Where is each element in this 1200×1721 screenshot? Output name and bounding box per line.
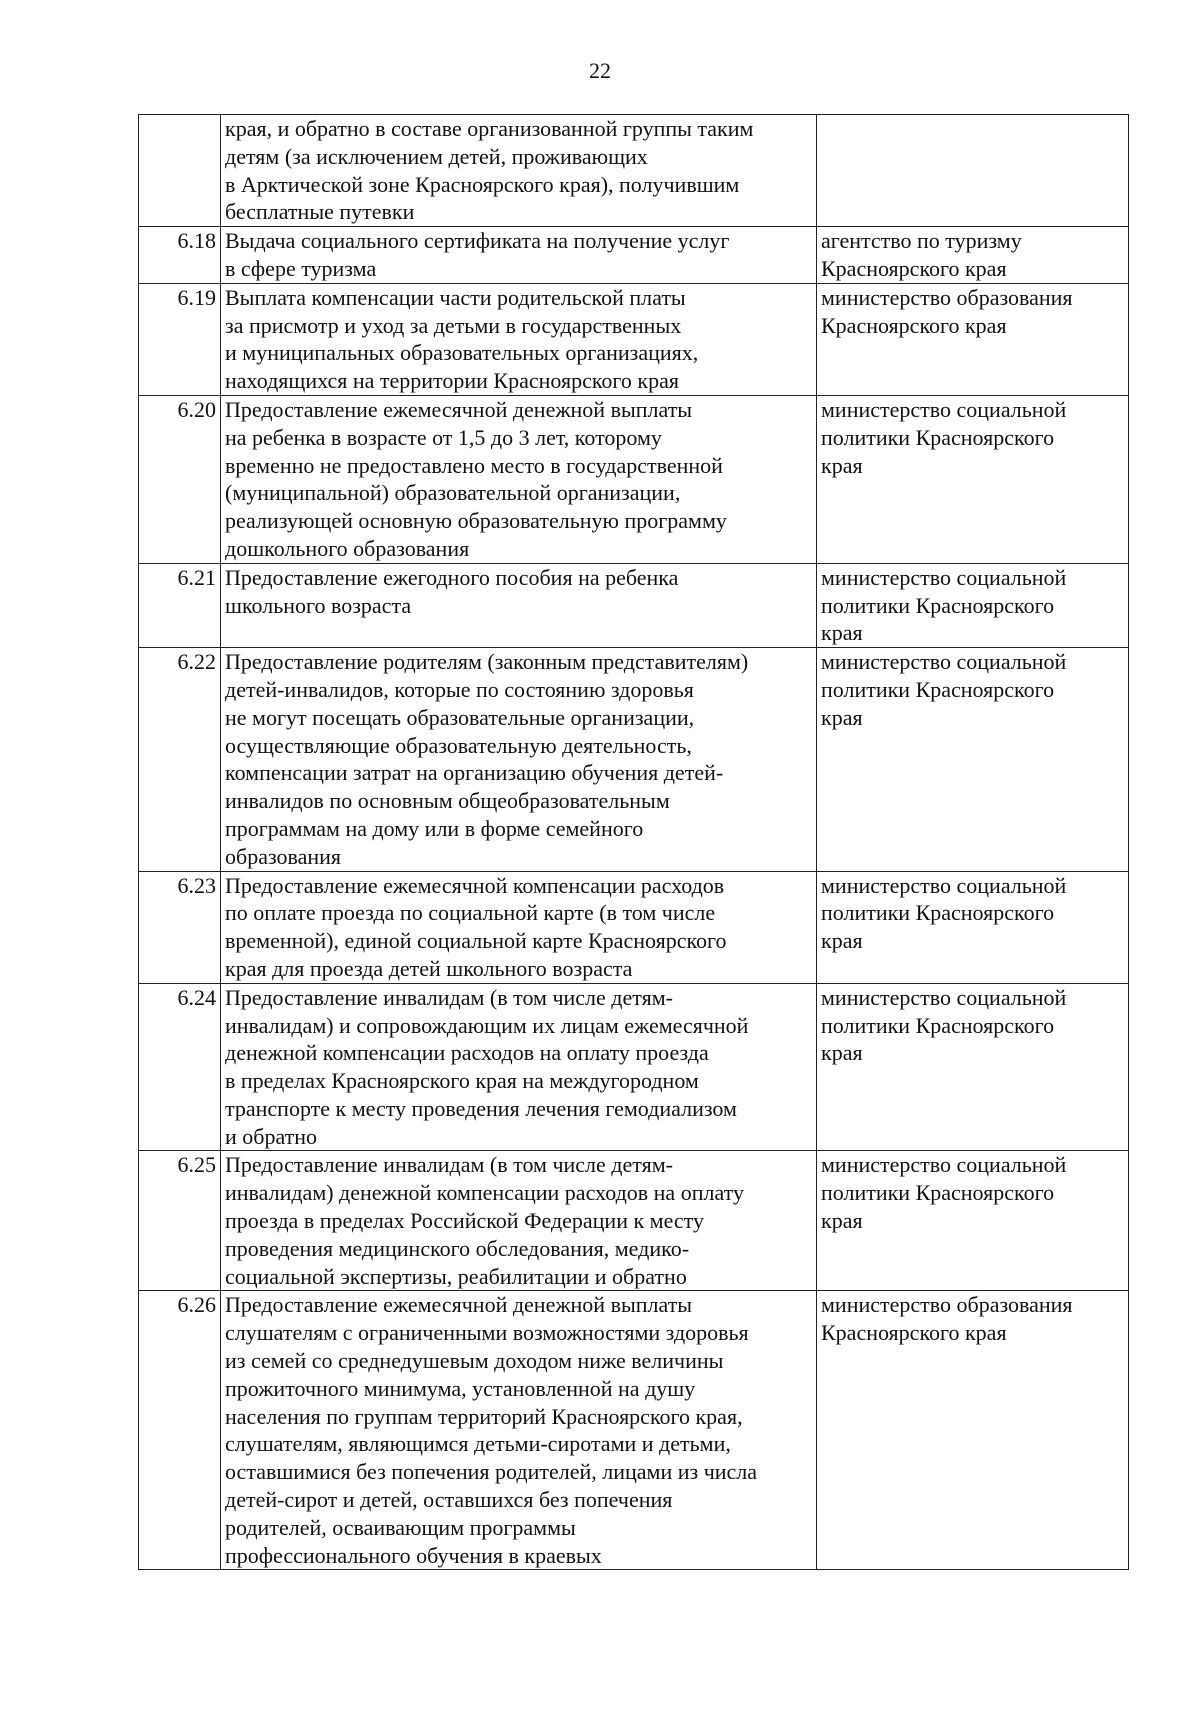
row-number: 6.21 [139, 563, 221, 647]
table-row [139, 648, 1129, 871]
table-row [139, 871, 1129, 983]
service-description: Предоставление инвалидам (в том числе детям- инвалидам) и сопровождающим их лицам ежемесячной денежной компенсации расходов на оплату проезда в пределах Красноярского края на междугородном транспорте к месту проведения лечения гемодиализом и обратно [221, 983, 817, 1151]
responsible-agency: министерство социальной политики Красноярского края [817, 648, 1129, 871]
table-row [139, 283, 1129, 395]
responsible-agency [817, 115, 1129, 227]
service-description: края, и обратно в составе организованной группы таким детям (за исключением детей, проживающих в Арктической зоне Красноярского края), получившим бесплатные путевки [221, 115, 817, 227]
row-number: 6.20 [139, 395, 221, 563]
service-description: Выплата компенсации части родительской платы за присмотр и уход за детьми в государственных и муниципальных образовательных организациях, находящихся на территории Красноярского края [221, 283, 817, 395]
service-description: Выдача социального сертификата на получение услуг в сфере туризма [221, 227, 817, 284]
responsible-agency: министерство социальной политики Красноярского края [817, 1151, 1129, 1291]
service-description: Предоставление ежемесячной денежной выплаты слушателям с ограниченными возможностями здоровья из семей со среднедушевым доходом ниже величины прожиточного минимума, установленной на душу населения по группам территорий Красноярского края, слушателям, являющимся детьми-сиротами и детьми, оставшимися без попечения родителей, лицами из числа детей-сирот и детей, оставшихся без попечения родителей, осваивающим программы профессионального обучения в краевых [221, 1291, 817, 1570]
service-description: Предоставление инвалидам (в том числе детям- инвалидам) денежной компенсации расходов на оплату проезда в пределах Российской Федерации к месту проведения медицинского обследования, медико- социальной экспертизы, реабилитации и обратно [221, 1151, 817, 1291]
service-description: Предоставление ежегодного пособия на ребенка школьного возраста [221, 563, 817, 647]
responsible-agency: министерство социальной политики Красноярского края [817, 871, 1129, 983]
row-number: 6.26 [139, 1291, 221, 1570]
row-number: 6.24 [139, 983, 221, 1151]
row-number: 6.18 [139, 227, 221, 284]
responsible-agency: министерство социальной политики Красноярского края [817, 983, 1129, 1151]
service-description: Предоставление родителям (законным представителям) детей-инвалидов, которые по состоянию здоровья не могут посещать образовательные организации, осуществляющие образовательную деятельность, компенсации затрат на организацию обучения детей- инвалидов по основным общеобразовательным программам на дому или в форме семейного образования [221, 648, 817, 871]
table-row [139, 395, 1129, 563]
table-row [139, 1151, 1129, 1291]
row-number: 6.22 [139, 648, 221, 871]
table-row [139, 115, 1129, 227]
table-row [139, 563, 1129, 647]
table-row [139, 983, 1129, 1151]
row-number: 6.19 [139, 283, 221, 395]
services-table [138, 114, 1129, 1570]
service-description: Предоставление ежемесячной компенсации расходов по оплате проезда по социальной карте (в том числе временной), единой социальной карте Красноярского края для проезда детей школьного возраста [221, 871, 817, 983]
table-row [139, 1291, 1129, 1570]
row-number: 6.23 [139, 871, 221, 983]
responsible-agency: министерство социальной политики Красноярского края [817, 395, 1129, 563]
page-number: 22 [589, 58, 611, 83]
responsible-agency: министерство образования Красноярского края [817, 1291, 1129, 1570]
responsible-agency: агентство по туризму Красноярского края [817, 227, 1129, 284]
table-row [139, 227, 1129, 284]
row-number [139, 115, 221, 227]
row-number: 6.25 [139, 1151, 221, 1291]
responsible-agency: министерство образования Красноярского края [817, 283, 1129, 395]
service-description: Предоставление ежемесячной денежной выплаты на ребенка в возрасте от 1,5 до 3 лет, которому временно не предоставлено место в государственной (муниципальной) образовательной организации, реализующей основную образовательную программу дошкольного образования [221, 395, 817, 563]
responsible-agency: министерство социальной политики Красноярского края [817, 563, 1129, 647]
